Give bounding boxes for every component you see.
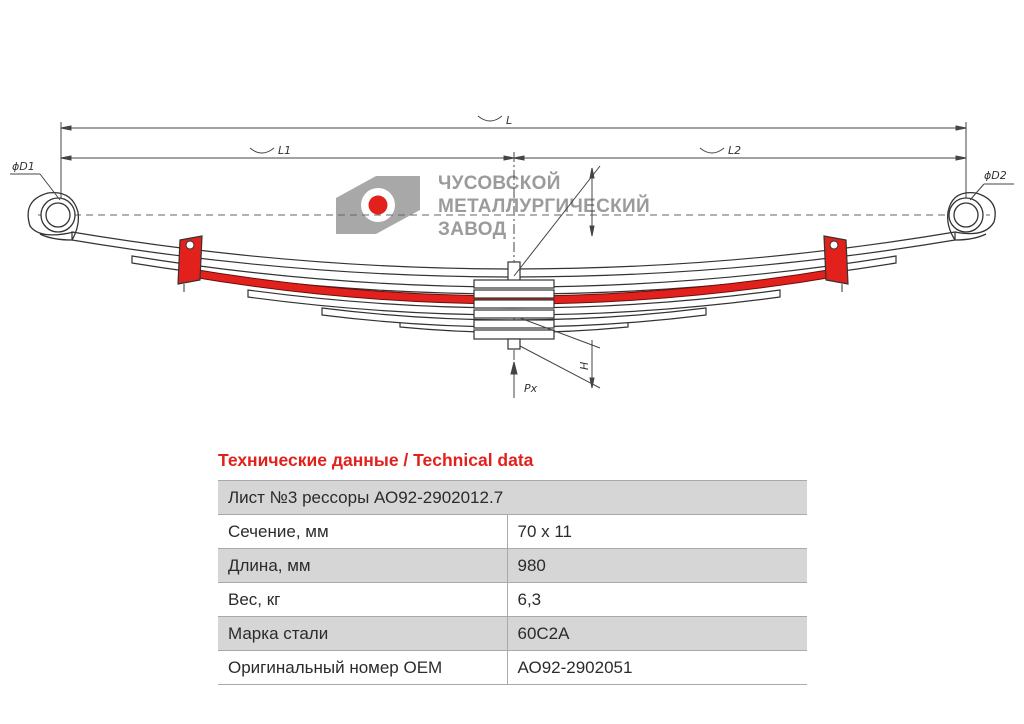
spec-header: Лист №3 рессоры АО92-2902012.7: [218, 481, 807, 515]
logo-line-1: ЧУСОВСКОЙ: [438, 173, 561, 194]
spec-value-steel: 60С2А: [507, 617, 807, 651]
company-logo: [336, 172, 650, 240]
logo-line-2: МЕТАЛЛУРГИЧЕСКИЙ: [438, 196, 650, 217]
right-clamp: [824, 236, 848, 292]
spec-label-weight: Вес, кг: [218, 583, 507, 617]
spec-header-row: [218, 481, 807, 515]
load-arrow: [511, 362, 517, 398]
label-L2: L2: [728, 144, 742, 157]
table-row: [218, 651, 807, 685]
spec-label-oem: Оригинальный номер OEM: [218, 651, 507, 685]
table-row: [218, 617, 807, 651]
spec-value-weight: 6,3: [507, 583, 807, 617]
spec-title: Технические данные / Technical data: [218, 450, 534, 470]
label-H: H: [578, 361, 591, 370]
spec-label-steel: Марка стали: [218, 617, 507, 651]
spec-value-length: 980: [507, 549, 807, 583]
label-D1: ϕD1: [12, 160, 35, 173]
spec-table: [218, 480, 807, 685]
spec-label-length: Длина, мм: [218, 549, 507, 583]
spec-label-section: Сечение, мм: [218, 515, 507, 549]
label-D2: ϕD2: [984, 169, 1007, 182]
table-row: [218, 549, 807, 583]
logo-mark-dot: [369, 196, 388, 215]
table-row: [218, 515, 807, 549]
table-row: [218, 583, 807, 617]
logo-line-3: ЗАВОД: [438, 219, 507, 240]
label-L1: L1: [278, 144, 292, 157]
label-L: L: [506, 114, 513, 127]
left-eye: [28, 193, 78, 240]
label-Px: Px: [524, 382, 538, 395]
spec-value-oem: АО92-2902051: [507, 651, 807, 685]
spec-value-section: 70 x 11: [507, 515, 807, 549]
left-clamp: [178, 236, 202, 292]
